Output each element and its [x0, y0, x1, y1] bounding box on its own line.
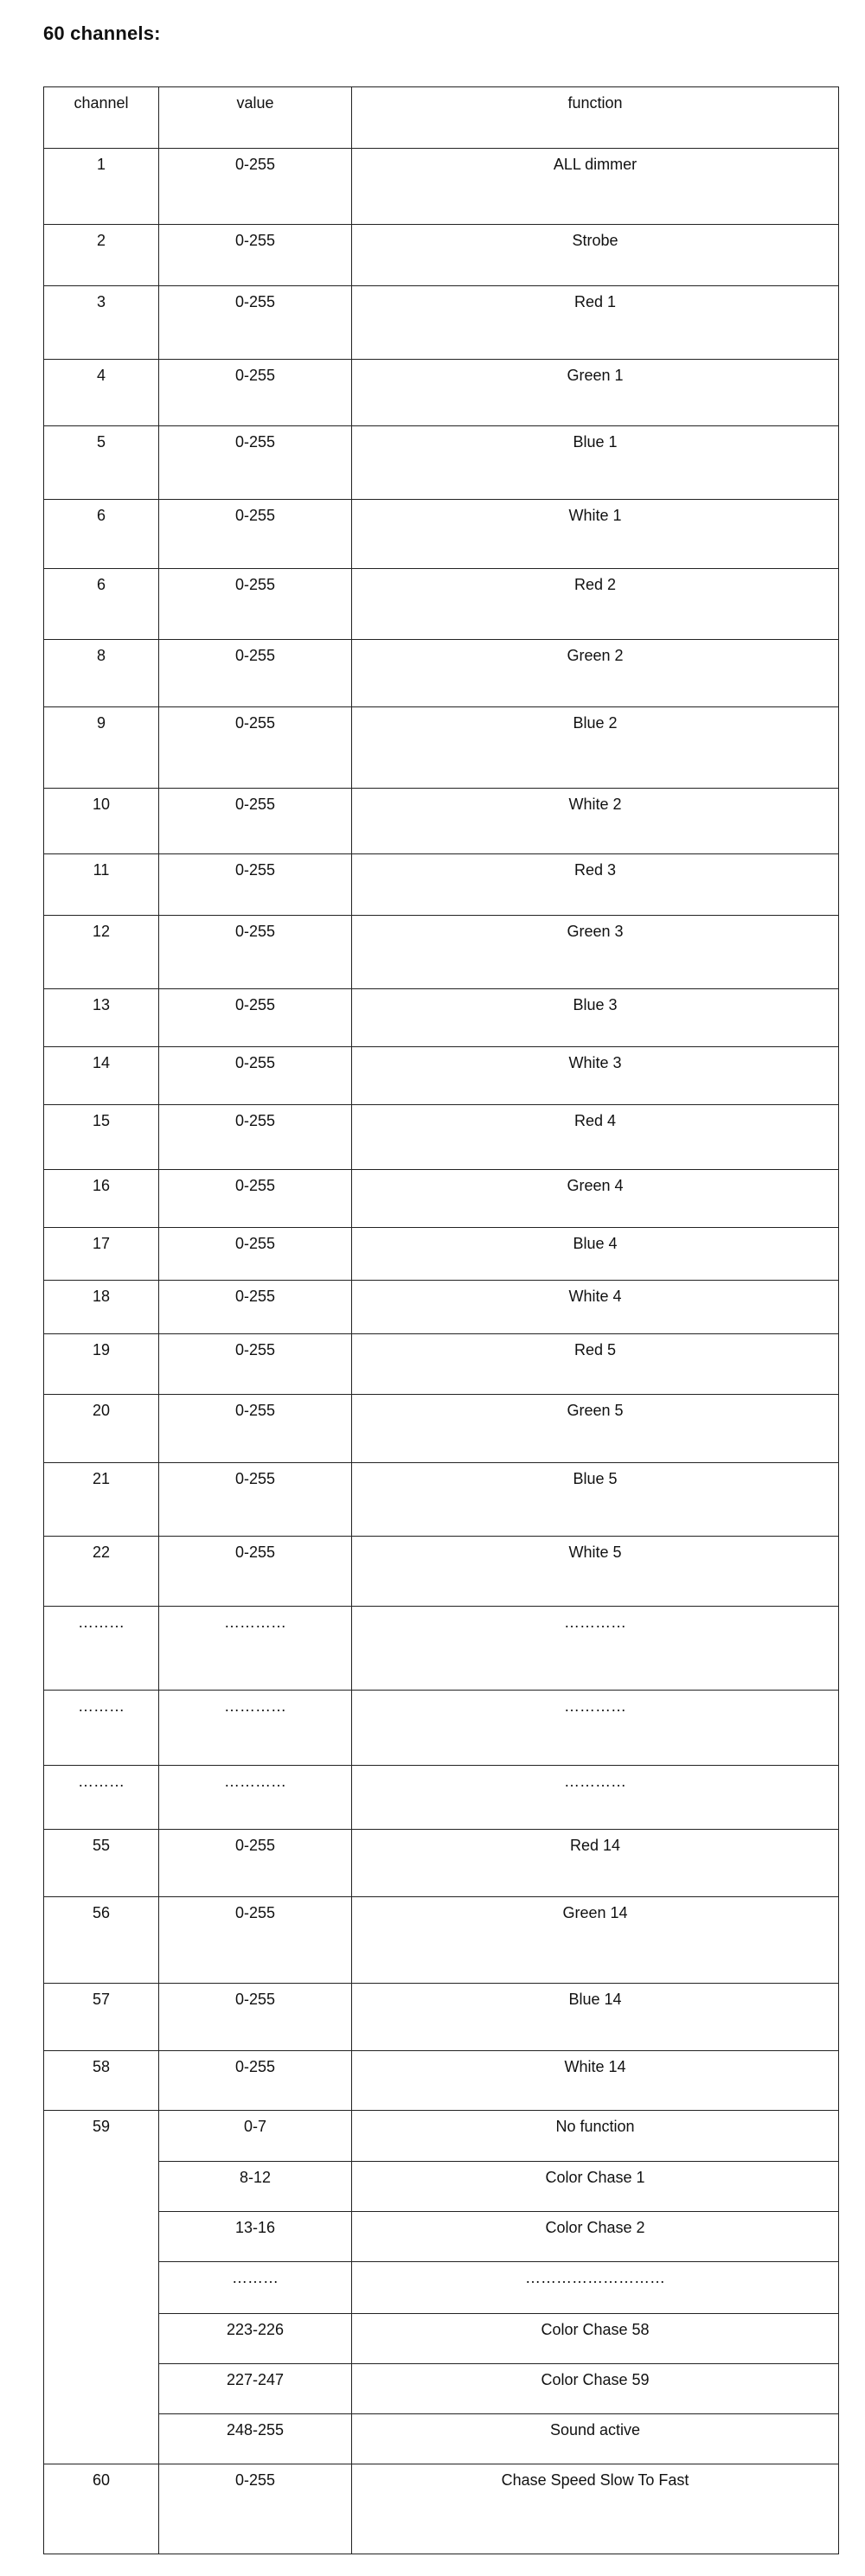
table-row — [44, 1830, 839, 1897]
value-cell: ……… — [159, 2262, 352, 2314]
table-row — [44, 640, 839, 707]
channel-cell: 55 — [44, 1830, 159, 1897]
channel-cell: 9 — [44, 707, 159, 789]
table-row — [44, 1395, 839, 1463]
function-cell: Blue 4 — [352, 1228, 839, 1281]
channel-cell: 6 — [44, 569, 159, 640]
function-cell: Color Chase 58 — [352, 2314, 839, 2364]
table-row — [44, 1334, 839, 1395]
channel-cell: 11 — [44, 854, 159, 916]
channel-cell: 5 — [44, 426, 159, 500]
channel-cell: 2 — [44, 225, 159, 286]
function-cell: White 5 — [352, 1537, 839, 1607]
table-row — [44, 789, 839, 854]
table-row — [44, 1228, 839, 1281]
value-cell: 0-255 — [159, 707, 352, 789]
value-cell: 0-255 — [159, 989, 352, 1047]
table-row — [44, 1537, 839, 1607]
function-cell: Blue 3 — [352, 989, 839, 1047]
value-cell: 0-255 — [159, 149, 352, 225]
channel-cell: ……… — [44, 1691, 159, 1766]
value-cell: 0-255 — [159, 1463, 352, 1537]
table-row — [44, 1766, 839, 1830]
function-cell: Red 3 — [352, 854, 839, 916]
value-cell: 0-255 — [159, 1395, 352, 1463]
function-cell: Strobe — [352, 225, 839, 286]
function-cell: Red 5 — [352, 1334, 839, 1395]
value-cell: 0-255 — [159, 1170, 352, 1228]
value-cell: 0-255 — [159, 569, 352, 640]
channel-cell: ……… — [44, 1766, 159, 1830]
table-row — [44, 916, 839, 989]
value-cell: 0-255 — [159, 1334, 352, 1395]
function-cell: White 3 — [352, 1047, 839, 1105]
function-cell: Red 2 — [352, 569, 839, 640]
table-row — [44, 225, 839, 286]
table-row — [44, 500, 839, 569]
channel-cell: 12 — [44, 916, 159, 989]
value-cell: 0-255 — [159, 1984, 352, 2051]
value-cell: 0-255 — [159, 1105, 352, 1170]
table-row — [44, 426, 839, 500]
dmx-channel-table — [43, 86, 839, 2554]
channel-cell: 14 — [44, 1047, 159, 1105]
value-cell: ………… — [159, 1691, 352, 1766]
table-row — [44, 149, 839, 225]
table-row — [44, 2314, 839, 2364]
function-cell: No function — [352, 2111, 839, 2162]
function-cell: Blue 5 — [352, 1463, 839, 1537]
value-cell: 0-255 — [159, 854, 352, 916]
value-cell: 0-255 — [159, 1897, 352, 1984]
table-row — [44, 286, 839, 360]
function-cell: Red 14 — [352, 1830, 839, 1897]
value-cell: 0-7 — [159, 2111, 352, 2162]
value-cell: 0-255 — [159, 426, 352, 500]
function-cell: White 1 — [352, 500, 839, 569]
table-row — [44, 360, 839, 426]
table-row — [44, 1897, 839, 1984]
function-cell: Chase Speed Slow To Fast — [352, 2464, 839, 2554]
channel-cell: 17 — [44, 1228, 159, 1281]
table-row — [44, 2111, 839, 2162]
table-header-row — [44, 87, 839, 149]
value-cell: 0-255 — [159, 1228, 352, 1281]
function-cell: Blue 1 — [352, 426, 839, 500]
function-cell: Color Chase 59 — [352, 2364, 839, 2414]
header-channel: channel — [44, 87, 159, 149]
function-cell: Blue 2 — [352, 707, 839, 789]
table-row — [44, 1984, 839, 2051]
function-cell: ……………………… — [352, 2262, 839, 2314]
channel-cell: 60 — [44, 2464, 159, 2554]
function-cell: White 4 — [352, 1281, 839, 1334]
function-cell: ………… — [352, 1766, 839, 1830]
header-function: function — [352, 87, 839, 149]
function-cell: White 2 — [352, 789, 839, 854]
value-cell: 0-255 — [159, 640, 352, 707]
function-cell: Green 1 — [352, 360, 839, 426]
value-cell: 0-255 — [159, 2051, 352, 2111]
value-cell: ………… — [159, 1766, 352, 1830]
value-cell: 0-255 — [159, 1281, 352, 1334]
channel-cell: 16 — [44, 1170, 159, 1228]
table-row — [44, 707, 839, 789]
table-row — [44, 1691, 839, 1766]
table-row — [44, 2464, 839, 2554]
channel-cell: 8 — [44, 640, 159, 707]
value-cell: 0-255 — [159, 225, 352, 286]
value-cell: 0-255 — [159, 1047, 352, 1105]
function-cell: Red 4 — [352, 1105, 839, 1170]
function-cell: Green 3 — [352, 916, 839, 989]
table-row — [44, 1170, 839, 1228]
function-cell: Color Chase 1 — [352, 2162, 839, 2212]
value-cell: 0-255 — [159, 789, 352, 854]
value-cell: 0-255 — [159, 286, 352, 360]
channel-cell: 15 — [44, 1105, 159, 1170]
table-row — [44, 989, 839, 1047]
function-cell: Green 2 — [352, 640, 839, 707]
function-cell: Green 5 — [352, 1395, 839, 1463]
value-cell: 0-255 — [159, 360, 352, 426]
function-cell: ………… — [352, 1607, 839, 1691]
channel-cell: 22 — [44, 1537, 159, 1607]
value-cell: 13-16 — [159, 2212, 352, 2262]
channel-cell: 6 — [44, 500, 159, 569]
function-cell: Green 4 — [352, 1170, 839, 1228]
table-row — [44, 2364, 839, 2414]
value-cell: 0-255 — [159, 1830, 352, 1897]
channel-cell: 10 — [44, 789, 159, 854]
channel-cell: 58 — [44, 2051, 159, 2111]
value-cell: 0-255 — [159, 1537, 352, 1607]
channel-cell: 56 — [44, 1897, 159, 1984]
value-cell: ………… — [159, 1607, 352, 1691]
table-row — [44, 2051, 839, 2111]
table-row — [44, 2162, 839, 2212]
header-value: value — [159, 87, 352, 149]
table-row — [44, 1105, 839, 1170]
value-cell: 227-247 — [159, 2364, 352, 2414]
channel-cell: 18 — [44, 1281, 159, 1334]
function-cell: Red 1 — [352, 286, 839, 360]
channel-cell: 3 — [44, 286, 159, 360]
function-cell: Color Chase 2 — [352, 2212, 839, 2262]
table-row — [44, 2212, 839, 2262]
channel-cell: ……… — [44, 1607, 159, 1691]
value-cell: 248-255 — [159, 2414, 352, 2464]
table-row — [44, 2262, 839, 2314]
table-row — [44, 1463, 839, 1537]
table-row — [44, 2414, 839, 2464]
function-cell: Blue 14 — [352, 1984, 839, 2051]
value-cell: 0-255 — [159, 916, 352, 989]
channel-cell: 13 — [44, 989, 159, 1047]
function-cell: Green 14 — [352, 1897, 839, 1984]
channel-cell: 20 — [44, 1395, 159, 1463]
channel-cell: 59 — [44, 2111, 159, 2464]
value-cell: 8-12 — [159, 2162, 352, 2212]
value-cell: 0-255 — [159, 2464, 352, 2554]
table-row — [44, 854, 839, 916]
function-cell: ALL dimmer — [352, 149, 839, 225]
function-cell: White 14 — [352, 2051, 839, 2111]
channel-cell: 19 — [44, 1334, 159, 1395]
table-row — [44, 569, 839, 640]
channel-cell: 1 — [44, 149, 159, 225]
channel-cell: 21 — [44, 1463, 159, 1537]
function-cell: ………… — [352, 1691, 839, 1766]
table-row — [44, 1281, 839, 1334]
page-title: 60 channels: — [43, 22, 161, 44]
table-row — [44, 1607, 839, 1691]
value-cell: 0-255 — [159, 500, 352, 569]
value-cell: 223-226 — [159, 2314, 352, 2364]
channel-cell: 57 — [44, 1984, 159, 2051]
table-row — [44, 1047, 839, 1105]
channel-cell: 4 — [44, 360, 159, 426]
function-cell: Sound active — [352, 2414, 839, 2464]
